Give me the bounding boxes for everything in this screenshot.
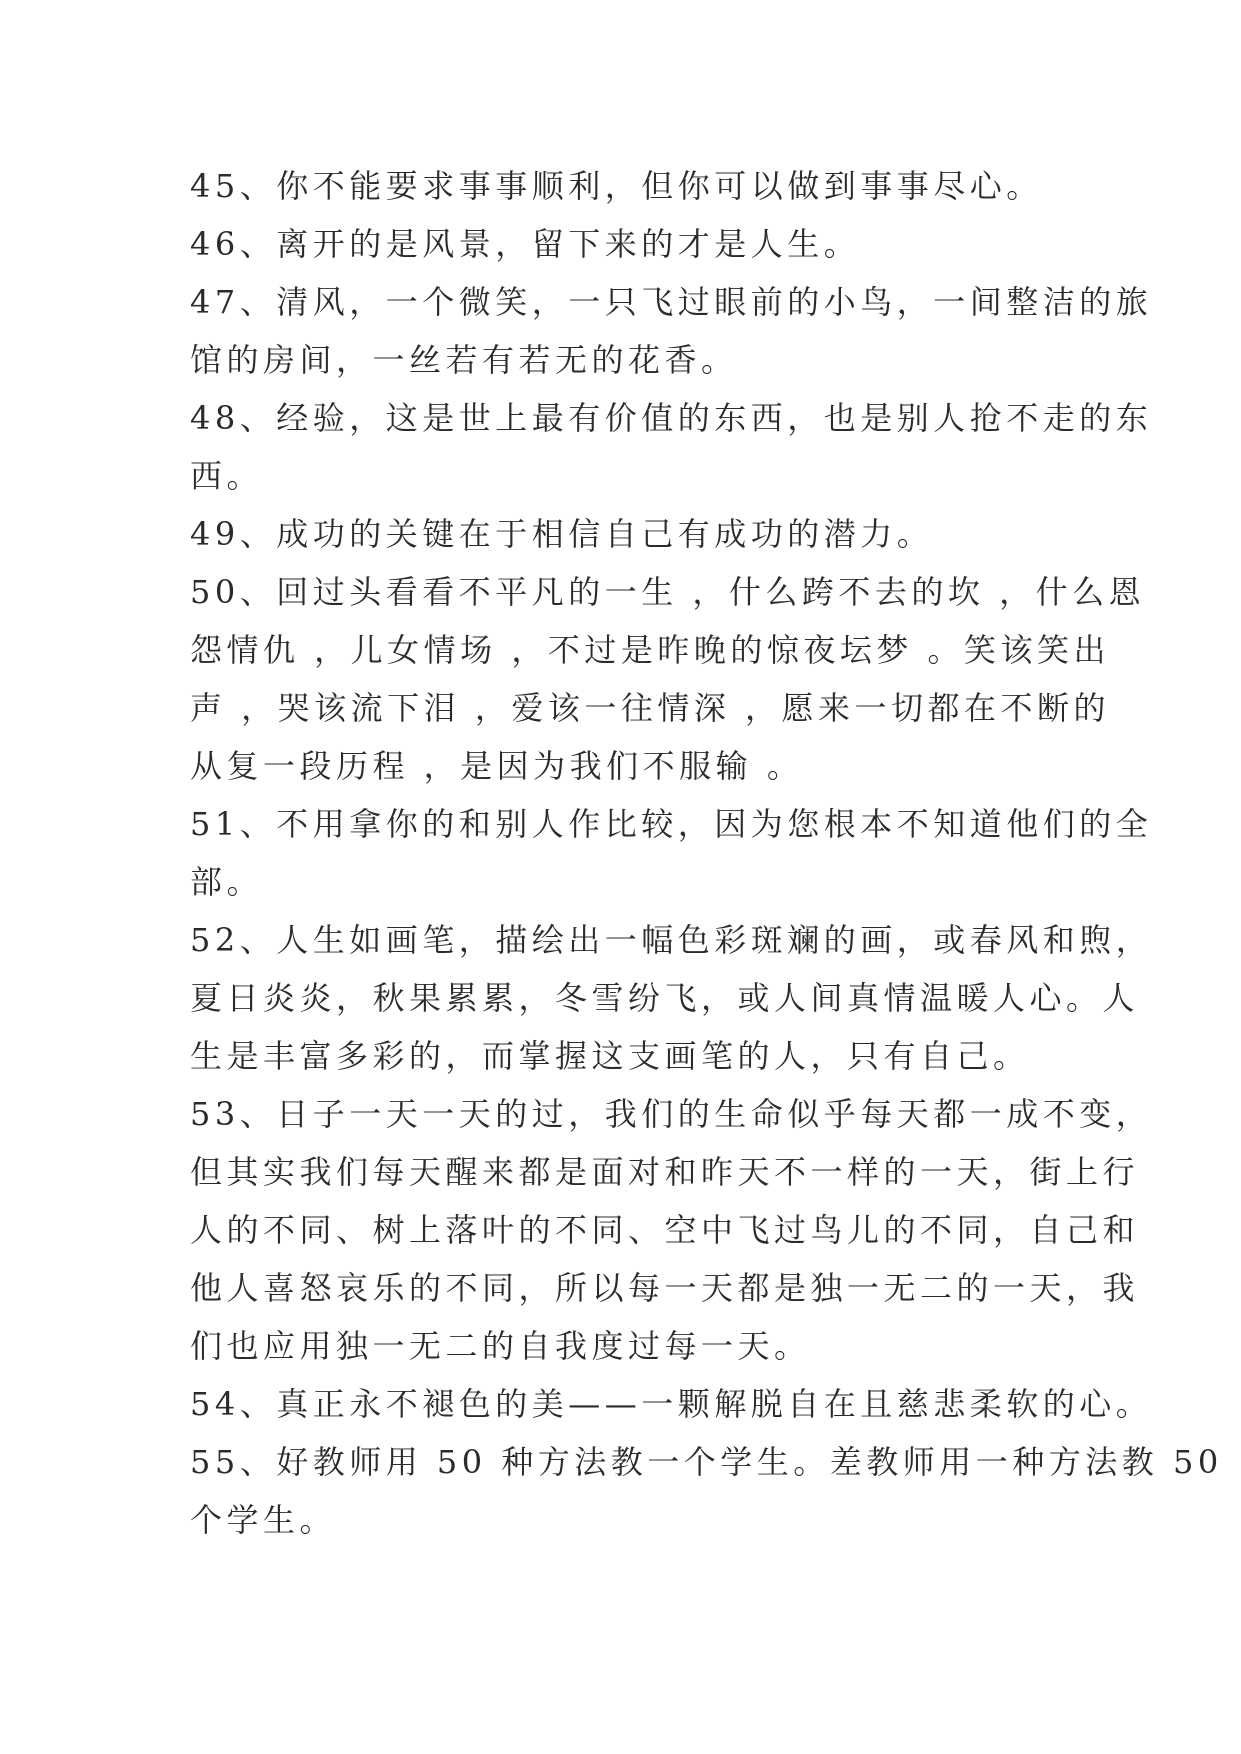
text-line: 怨情仇 ，儿女情场 ，不过是昨晚的惊夜坛梦 。笑该笑出 [190, 631, 1111, 669]
text-line: 51、不用拿你的和别人作比较，因为您根本不知道他们的全 [190, 805, 1153, 843]
text-line: 49、成功的关键在于相信自己有成功的潜力。 [190, 515, 934, 553]
text-line: 个学生。 [190, 1501, 337, 1539]
text-line: 52、人生如画笔，描绘出一幅色彩斑斓的画，或春风和煦， [190, 921, 1153, 959]
text-line: 他人喜怒哀乐的不同，所以每一天都是独一无二的一天，我 [190, 1269, 1140, 1307]
text-line: 从复一段历程 ，是因为我们不服输 。 [190, 747, 804, 785]
text-line: 48、经验，这是世上最有价值的东西，也是别人抢不走的东 [190, 399, 1153, 437]
document-body [190, 157, 1223, 1549]
text-line: 声 ，哭该流下泪 ，爱该一往情深 ，愿来一切都在不断的 [190, 689, 1111, 727]
text-line: 夏日炎炎，秋果累累，冬雪纷飞，或人间真情温暖人心。人 [190, 979, 1140, 1017]
text-line: 们也应用独一无二的自我度过每一天。 [190, 1327, 811, 1365]
text-line: 50、回过头看看不平凡的一生 ，什么跨不去的坎 ，什么恩 [190, 573, 1146, 611]
text-line: 人的不同、树上落叶的不同、空中飞过鸟儿的不同，自己和 [190, 1211, 1140, 1249]
text-line: 53、日子一天一天的过，我们的生命似乎每天都一成不变， [190, 1095, 1153, 1133]
text-line: 但其实我们每天醒来都是面对和昨天不一样的一天，街上行 [190, 1153, 1140, 1191]
text-line: 生是丰富多彩的，而掌握这支画笔的人，只有自己。 [190, 1037, 1030, 1075]
text-line: 47、清风，一个微笑，一只飞过眼前的小鸟，一间整洁的旅 [190, 283, 1153, 321]
text-line: 45、你不能要求事事顺利，但你可以做到事事尽心。 [190, 167, 1043, 205]
text-line: 54、真正永不褪色的美——一颗解脱自在且慈悲柔软的心。 [190, 1385, 1153, 1423]
text-line: 馆的房间，一丝若有若无的花香。 [190, 341, 738, 379]
text-line: 46、离开的是风景，留下来的才是人生。 [190, 225, 861, 263]
text-line: 西。 [190, 457, 264, 495]
text-line: 55、好教师用 50 种方法教一个学生。差教师用一种方法教 50 [190, 1443, 1223, 1481]
text-line: 部。 [190, 863, 264, 901]
